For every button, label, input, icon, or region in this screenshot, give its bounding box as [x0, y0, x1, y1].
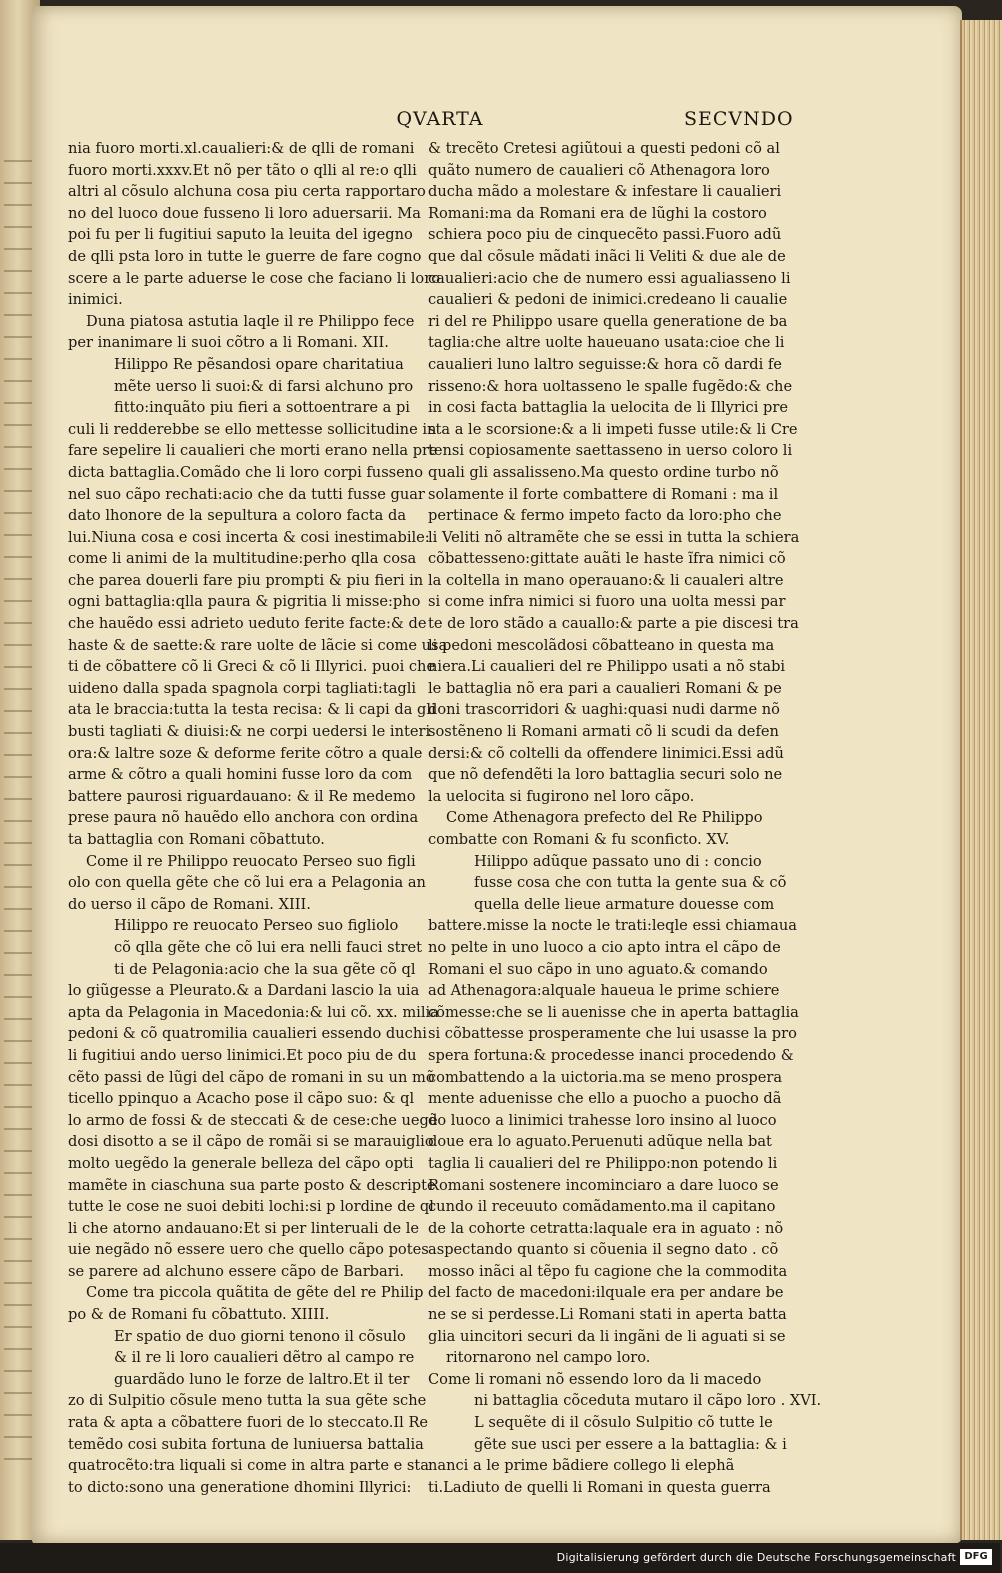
text-line: dersi:& cõ coltelli da offendere linimici.Essi adũ: [428, 744, 784, 762]
text-line: altri al cõsulo alchuna cosa piu certa rapportaro: [68, 183, 426, 201]
text-line: la coltella in mano operauano:& li caualeri altre: [428, 571, 784, 589]
text-line: arme & cõtro a quali homini fusse loro da com: [68, 766, 413, 784]
text-line: Er spatio de duo giorni tenono il cõsulo: [114, 1327, 406, 1345]
text-line: glia uincitori securi da li ingãni de li aguati si se: [428, 1327, 786, 1345]
page-stack-edge: [960, 20, 1002, 1540]
text-line: nanci a le prime bãdiere collego li elephã: [428, 1457, 735, 1475]
text-line: Hilippo Re pẽsandosi opare charitatiua: [114, 355, 404, 373]
text-line: mente aduenisse che ello a puocho a puocho dã: [428, 1090, 782, 1108]
text-line: lo armo de fossi & de steccati & de cese:che uegẽ: [68, 1111, 438, 1129]
digitization-footer: [0, 1543, 1000, 1573]
text-line: lui.Niuna cosa e cosi incerta & cosi inestimabile:: [68, 528, 430, 546]
text-line: fitto:inquãto piu fieri a sottoentrare a pi: [114, 399, 410, 417]
text-line: inimici.: [68, 291, 123, 309]
text-line: Come li romani nõ essendo loro da li macedo: [428, 1370, 762, 1388]
text-line: dosi disotto a se il cãpo de romãi si se marauiglio: [68, 1133, 434, 1151]
text-line: & trecẽto Cretesi agiũtoui a questi pedoni cõ al: [428, 140, 780, 157]
text-line: fare sepelire li caualieri che morti erano nella pre: [68, 442, 438, 460]
text-line: che parea douerli fare piu prompti & piu fieri in: [68, 571, 424, 589]
text-line: de la cohorte cetratta:laquale era in aguato : nõ: [428, 1219, 784, 1237]
text-line: quãto numero de caualieri cõ Athenagora loro: [428, 161, 770, 179]
text-line: battere paurosi riguardauano: & il Re medemo: [68, 787, 416, 805]
text-line: uie negãdo nõ essere uero che quello cãpo potes: [68, 1241, 429, 1259]
text-line: mamẽte in ciaschuna sua parte posto & descripte: [68, 1176, 436, 1194]
text-line: caualieri:acio che de numero essi agualiasseno li: [428, 269, 791, 287]
text-line: ritornarono nel campo loro.: [446, 1349, 651, 1367]
text-line: culi li redderebbe se ello mettesse sollicitudine in: [68, 420, 437, 438]
text-line: doni trascorridori & uaghi:quasi nudi darme nõ: [428, 701, 780, 719]
text-line: taglia li caualieri del re Philippo:non potendo li: [428, 1154, 778, 1172]
text-line: quatrocẽto:tra liquali si come in altra parte e sta: [68, 1457, 429, 1475]
text-line: lo giũgesse a Pleurato.& a Dardani lascio la uia: [68, 982, 420, 1000]
text-line: apta da Pelagonia in Macedonia:& lui cõ. xx. milia: [68, 1003, 439, 1021]
text-line: Duna piatosa astutia laqle il re Philippo fece: [86, 312, 415, 330]
text-line: no pelte in uno luoco a cio apto intra el cãpo de: [428, 938, 781, 956]
dfg-logo: DFG: [960, 1549, 992, 1565]
text-line: battere.misse la nocte le trati:leqle essi chiamaua: [428, 917, 797, 935]
left-text-column: [68, 138, 448, 1498]
text-line: & il re li loro caualieri dẽtro al campo re: [114, 1349, 415, 1367]
text-line: li pedoni mescolãdosi cõbatteano in questa ma: [428, 636, 775, 654]
text-line: ti de Pelagonia:acio che la sua gẽte cõ ql: [114, 960, 416, 978]
text-line: pedoni & cõ quatromilia caualieri essendo duchi: [68, 1025, 427, 1043]
running-head-center: QVARTA: [396, 108, 484, 130]
text-line: to dicto:sono una generatione dhomini Illyrici:: [68, 1478, 412, 1496]
text-line: Romani el suo cãpo in uno aguato.& comando: [428, 960, 768, 978]
text-line: fusse cosa che con tutta la gente sua & cõ: [474, 874, 787, 892]
text-line: ta battaglia con Romani cõbattuto.: [68, 831, 325, 848]
text-line: ogni battaglia:qlla paura & pigritia li misse:pho: [68, 593, 421, 611]
text-line: del facto de macedoni:ilquale era per andare be: [428, 1284, 784, 1302]
text-line: que nõ defendẽti la loro battaglia securi solo ne: [428, 766, 783, 784]
text-line: Romani sostenere incominciaro a dare luoco se: [428, 1176, 779, 1194]
text-line: ducha mãdo a molestare & infestare li caualieri: [428, 183, 782, 201]
text-line: combattendo a la uictoria.ma se meno prospera: [428, 1068, 783, 1086]
text-line: nel suo cãpo rechati:acio che da tutti fusse guar: [68, 485, 425, 503]
running-head-right: SECVNDO: [684, 108, 794, 130]
text-line: la uelocita si fugirono nel loro cãpo.: [428, 787, 695, 805]
text-line: se parere ad alchuno essere cãpo de Barbari.: [68, 1262, 405, 1280]
text-line: doue era lo aguato.Peruenuti adũque nella bat: [428, 1133, 772, 1151]
text-line: tutte le cose ne suoi debiti lochi:si p lordine de ql: [68, 1198, 434, 1216]
text-line: nia fuoro morti.xl.caualieri:& de qlli de romani: [68, 140, 415, 157]
text-line: si cõbattesse prosperamente che lui usasse la pro: [428, 1025, 797, 1043]
text-line: aspectando quanto si cõuenia il segno dato . cõ: [428, 1241, 779, 1259]
text-line: schiera poco piu de cinquecẽto passi.Fuoro adũ: [428, 226, 782, 244]
text-line: fuoro morti.xxxv.Et nõ per tãto o qlli al re:o qlli: [68, 161, 417, 179]
text-line: rata & apta a cõbattere fuori de lo steccato.Il Re: [68, 1414, 429, 1432]
text-line: poi fu per li fugitiui saputo la leuita del igegno: [68, 226, 413, 244]
text-line: per inanimare li suoi cõtro a li Romani. XII.: [68, 334, 389, 352]
text-line: cõbattesseno:gittate auãti le haste ĩfra nimici cõ: [428, 550, 786, 568]
text-line: Romani:ma da Romani era de lũghi la costoro: [428, 204, 767, 222]
text-line: prese paura nõ hauẽdo ello anchora con ordina: [68, 809, 419, 827]
text-line: taglia:che altre uolte haueuano usata:cioe che li: [428, 334, 785, 352]
text-line: quali gli assalisseno.Ma questo ordine turbo nõ: [428, 463, 779, 481]
text-line: cõ qlla gẽte che cõ lui era nelli fauci stret: [114, 938, 422, 956]
text-line: combatte con Romani & fu sconficto. XV.: [428, 831, 730, 848]
text-line: caualieri & pedoni de inimici.credeano li caualie: [428, 291, 788, 309]
text-line: guardãdo luno le forze de laltro.Et il ter: [114, 1370, 410, 1388]
text-line: ti.Ladiuto de quelli li Romani in questa guerra: [428, 1478, 771, 1496]
text-line: in cosi facta battaglia la uelocita de li Illyrici pre: [428, 399, 788, 417]
text-line: Hilippo re reuocato Perseo suo figliolo: [114, 917, 399, 935]
text-line: Hilippo adũque passato uno di : concio: [474, 852, 762, 870]
text-line: no del luoco doue fusseno li loro aduersarii. Ma: [68, 204, 421, 222]
text-line: le battaglia nõ era pari a caualieri Romani & pe: [428, 679, 782, 697]
text-line: que dal cõsule mãdati inãci li Veliti & due ale de: [428, 247, 786, 265]
text-line: busti tagliati & diuisi:& ne corpi uedersi le interi: [68, 723, 431, 741]
text-line: ni battaglia cõceduta mutaro il cãpo loro . XVI.: [474, 1392, 822, 1410]
text-line: te de loro stãdo a cauallo:& parte a pie discesi tra: [428, 615, 799, 633]
text-line: sta a le scorsione:& a li impeti fusse utile:& li Cre: [428, 420, 798, 438]
text-line: quella delle lieue armature douesse com: [474, 895, 775, 913]
text-line: haste & de saette:& rare uolte de lãcie si come usa: [68, 636, 448, 654]
text-line: zo di Sulpitio cõsule meno tutta la sua gẽte sche: [68, 1392, 427, 1410]
text-line: li che atorno andauano:Et si per linteruali de le: [68, 1219, 420, 1237]
text-line: ad Athenagora:alquale haueua le prime schiere: [428, 982, 780, 1000]
text-line: scere a le parte aduerse le cose che faciano li loro: [68, 269, 440, 287]
text-line: tensi copiosamente saettasseno in uerso coloro li: [428, 442, 793, 460]
text-line: risseno:& hora uoltasseno le spalle fugẽdo:& che: [428, 377, 793, 395]
text-line: gẽte sue usci per essere a la battaglia: & i: [474, 1435, 787, 1453]
text-line: li Veliti nõ altramẽte che se essi in tutta la schiera: [428, 528, 800, 546]
text-line: cõmesse:che se li auenisse che in aperta battaglia: [428, 1003, 799, 1021]
text-line: solamente il forte combattere di Romani : ma il: [428, 485, 779, 503]
text-line: sostẽneno li Romani armati cõ li scudi da defen: [428, 723, 779, 741]
text-line: ti de cõbattere cõ li Greci & cõ li Illyrici. puoi che: [68, 658, 436, 676]
text-line: pertinace & fermo impeto facto da loro:pho che: [428, 507, 782, 525]
text-line: po & de Romani fu cõbattuto. XIIII.: [68, 1306, 330, 1324]
text-line: caualieri luno laltro seguisse:& hora cõ dardi fe: [428, 355, 782, 373]
text-line: ata le braccia:tutta la testa recisa: & li capi da gli: [68, 701, 436, 719]
text-line: mosso inãci al tẽpo fu cagione che la commodita: [428, 1262, 788, 1280]
text-line: Come Athenagora prefecto del Re Philippo: [446, 809, 763, 827]
text-line: si come infra nimici si fuoro una uolta messi par: [428, 593, 786, 611]
right-text-column: [428, 138, 822, 1498]
text-line: dicta battaglia.Comãdo che li loro corpi fusseno: [68, 463, 423, 481]
text-line: uideno dalla spada spagnola corpi tagliati:tagli: [68, 679, 417, 697]
text-line: temẽdo cosi subita fortuna de luniuersa battalia: [68, 1435, 424, 1453]
text-line: come li animi de la multitudine:perho qlla cosa: [68, 550, 417, 568]
text-line: molto uegẽdo la generale belleza del cãpo opti: [68, 1154, 414, 1172]
text-line: che hauẽdo essi adrieto ueduto ferite facte:& de: [68, 615, 427, 633]
text-line: ne se si perdesse.Li Romani stati in aperta batta: [428, 1306, 787, 1324]
text-line: cundo il receuuto comãdamento.ma il capitano: [428, 1198, 776, 1216]
facing-page-text-fragment: [4, 160, 34, 1460]
text-line: Come tra piccola quãtita de gẽte del re Philip: [86, 1284, 424, 1302]
text-line: do luoco a linimici trahesse loro insino al luoco: [428, 1111, 777, 1129]
text-line: dato lhonore de la sepultura a coloro facta da: [68, 507, 407, 525]
text-line: li fugitiui ando uerso linimici.Et poco piu de du: [68, 1046, 417, 1064]
text-line: de qlli psta loro in tutte le guerre de fare cogno: [68, 247, 422, 265]
text-line: mẽte uerso li suoi:& di farsi alchuno pro: [114, 377, 414, 395]
text-line: olo con quella gẽte che cõ lui era a Pelagonia an: [68, 874, 426, 892]
text-line: Come il re Philippo reuocato Perseo suo figli: [86, 852, 416, 870]
text-line: do uerso il cãpo de Romani. XIII.: [68, 895, 311, 913]
text-line: ora:& laltre soze & deforme ferite cõtro a quale: [68, 744, 423, 762]
text-line: L sequẽte di il cõsulo Sulpitio cõ tutte le: [474, 1414, 773, 1432]
text-line: ri del re Philippo usare quella generatione de ba: [428, 312, 788, 330]
text-line: ticello ppinquo a Acacho pose il cãpo suo: & ql: [68, 1090, 415, 1108]
text-line: cẽto passi de lũgi del cãpo de romani in su un mõ: [68, 1068, 435, 1086]
text-line: spera fortuna:& procedesse inanci procedendo &: [428, 1046, 794, 1064]
funding-note: Digitalisierung gefördert durch die Deutsche Forschungsgemeinschaft: [556, 1551, 956, 1564]
text-line: niera.Li caualieri del re Philippo usati a nõ stabi: [428, 658, 786, 676]
